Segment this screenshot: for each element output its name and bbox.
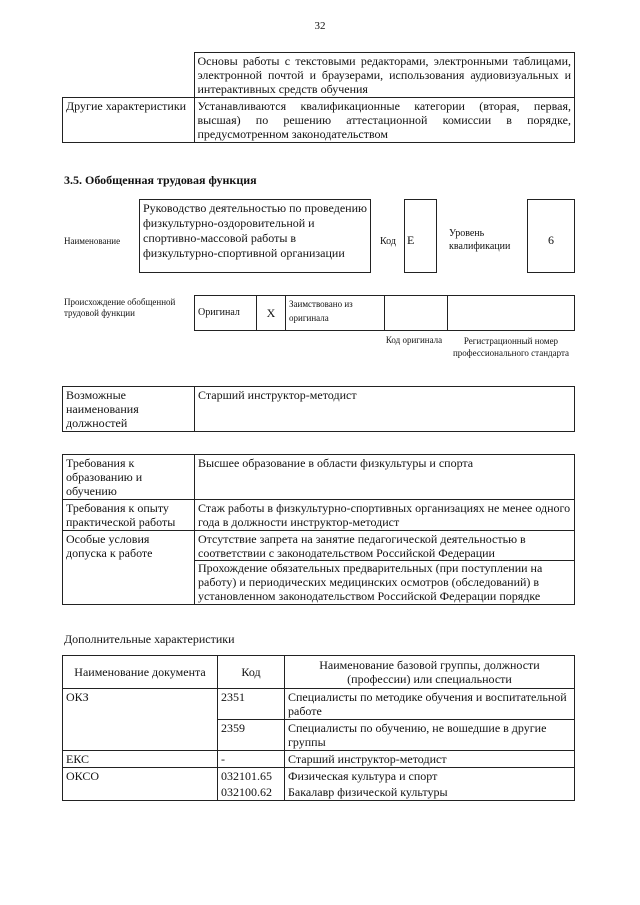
conditions-value-cell	[195, 531, 575, 605]
conditions-value-1: Отсутствие запрета на занятие педагогической деятельностью в соответствии с законодательством Российской Федерации	[198, 532, 526, 560]
conditions-label: Особые условия допуска к работе	[63, 531, 195, 605]
okz-name-2: Специалисты по обучению, не вошедшие в другие группы	[285, 720, 575, 751]
additional-heading: Дополнительные характеристики	[64, 632, 235, 646]
original-code-cell	[385, 296, 448, 331]
code-caption: Код оригинала	[385, 335, 443, 345]
skills-table-continuation	[62, 52, 575, 143]
okz-label: ОКЗ	[63, 689, 218, 751]
doc-name-header: Наименование документа	[63, 656, 218, 689]
okz-code-1: 2351	[218, 689, 285, 720]
origin-table	[194, 295, 575, 331]
positions-label: Возможные наименования должностей	[63, 387, 195, 432]
experience-value: Стаж работы в физкультурно-спортивных организациях не менее одного года в должности инструктор-методист	[195, 500, 575, 531]
code-value-box: E	[404, 199, 437, 273]
experience-label: Требования к опыту практической работы	[63, 500, 195, 531]
code-header: Код	[218, 656, 285, 689]
origin-label: Происхождение обобщенной трудовой функции	[64, 297, 176, 318]
function-name-box: Руководство деятельностью по проведению физкультурно-оздоровительной и спортивно-массовой работы в физкультурно-спортивной организации	[139, 199, 371, 273]
original-label: Оригинал	[195, 296, 257, 331]
section-heading: 3.5. Обобщенная трудовая функция	[64, 173, 257, 187]
registration-number-cell	[448, 296, 575, 331]
eks-code: -	[218, 751, 285, 768]
page-number: 32	[314, 20, 326, 32]
education-value: Высшее образование в области физкультуры и спорта	[195, 455, 575, 500]
eks-label: ЕКС	[63, 751, 218, 768]
okso-label: ОКСО	[63, 768, 218, 801]
conditions-value-2: Прохождение обязательных предварительных (при поступлении на работу) и периодических медицинских осмотров (обследований) в установленном законодательством Российской Федерации порядке	[195, 560, 574, 603]
other-characteristics-label: Другие характеристики	[63, 98, 195, 143]
requirements-table	[62, 454, 575, 605]
okso-name-1: Физическая культура и спорт	[285, 768, 575, 785]
education-label: Требования к образованию и обучению	[63, 455, 195, 500]
positions-value: Старший инструктор-методист	[195, 387, 575, 432]
okso-code-2: 032100.62	[218, 784, 285, 801]
skills-text-cell: Основы работы с текстовыми редакторами, электронными таблицами, электронной почтой и браузерами, использования аудиовизуальных и интерактивных средств обучения	[194, 53, 575, 98]
original-mark: X	[257, 296, 286, 331]
okso-code-1: 032101.65	[218, 768, 285, 785]
group-name-header: Наименование базовой группы, должности (профессии) или специальности	[285, 656, 575, 689]
registration-caption: Регистрационный номер профессионального стандарта	[452, 336, 570, 358]
okso-name-2: Бакалавр физической культуры	[285, 784, 575, 801]
eks-name: Старший инструктор-методист	[285, 751, 575, 768]
okz-code-2: 2359	[218, 720, 285, 751]
documents-table	[62, 655, 575, 801]
level-label: Уровень квалификации	[449, 228, 511, 252]
naming-label: Наименование	[64, 236, 121, 246]
code-label: Код	[380, 236, 396, 247]
empty-label-cell	[63, 53, 195, 98]
level-value-box: 6	[527, 199, 575, 273]
positions-table	[62, 386, 575, 432]
borrowed-label: Заимствовано из оригинала	[286, 296, 385, 331]
other-characteristics-value: Устанавливаются квалификационные категории (вторая, первая, высшая) по решению аттестационной комиссии в порядке, предусмотренном законодательством	[194, 98, 575, 143]
okz-name-1: Специалисты по методике обучения и воспитательной работе	[285, 689, 575, 720]
